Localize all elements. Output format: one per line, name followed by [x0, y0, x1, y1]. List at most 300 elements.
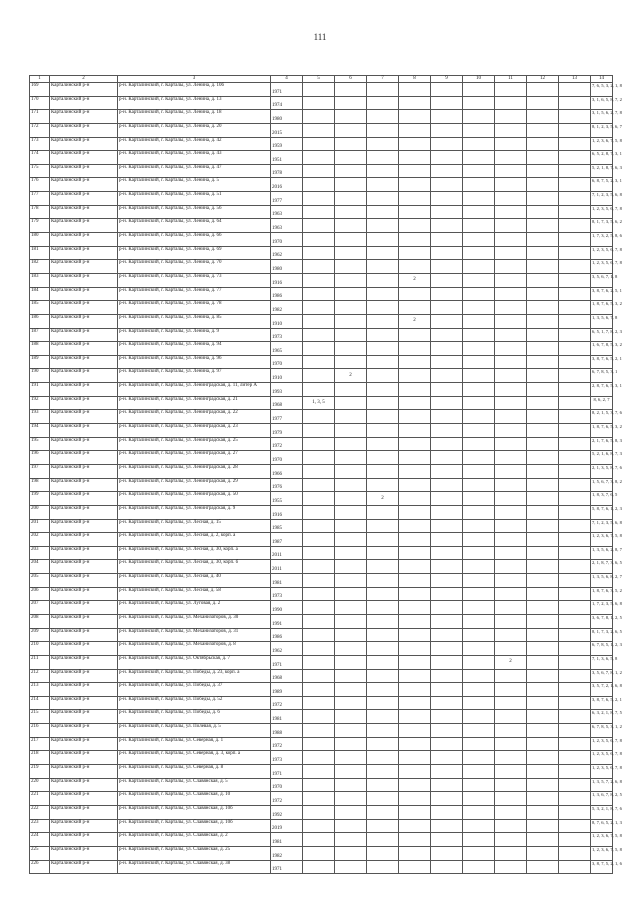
year-cell: 1993: [271, 383, 303, 397]
codes-cell: 5, 3, 2, 1, 8, 7, 6: [591, 805, 613, 819]
year-cell: 1970: [271, 778, 303, 792]
flag-cell-12: [527, 314, 559, 328]
table-row: [30, 273, 613, 287]
flag-cell-8: [399, 151, 431, 165]
flag-cell-7: [367, 96, 399, 110]
codes-cell: 3, 1, 5, 6, 2, 7, 8: [591, 110, 613, 124]
flag-cell-7: [367, 655, 399, 669]
district-cell: Карталинский р-н: [50, 492, 118, 506]
flag-cell-7: [367, 410, 399, 424]
district-cell: Карталинский р-н: [50, 383, 118, 397]
row-number: 195: [30, 437, 50, 451]
flag-cell-12: [527, 205, 559, 219]
flag-cell-8: [399, 778, 431, 792]
flag-cell-5: [303, 669, 335, 683]
codes-cell: 6, 7, 8, 5, 3, 1, 2: [591, 724, 613, 738]
flag-cell-13: [559, 710, 591, 724]
flag-cell-7: [367, 533, 399, 547]
flag-cell-9: [431, 724, 463, 738]
flag-cell-9: [431, 83, 463, 97]
table-row: [30, 669, 613, 683]
flag-cell-6: [335, 355, 367, 369]
flag-cell-9: [431, 642, 463, 656]
flag-cell-13: [559, 396, 591, 410]
flag-cell-10: [463, 164, 495, 178]
flag-cell-13: [559, 301, 591, 315]
flag-cell-13: [559, 451, 591, 465]
flag-cell-5: [303, 328, 335, 342]
row-number: 190: [30, 369, 50, 383]
codes-cell: 3, 5, 6, 7, 8, 1, 2: [591, 669, 613, 683]
flag-cell-11: [495, 819, 527, 833]
year-cell: 1970: [271, 355, 303, 369]
flag-cell-8: [399, 710, 431, 724]
codes-cell: 1, 2, 3, 5, 6, 7, 8: [591, 205, 613, 219]
flag-cell-12: [527, 83, 559, 97]
district-cell: Карталинский р-н: [50, 587, 118, 601]
flag-cell-12: [527, 505, 559, 519]
flag-cell-7: [367, 737, 399, 751]
flag-cell-8: [399, 724, 431, 738]
flag-cell-6: [335, 451, 367, 465]
district-cell: Карталинский р-н: [50, 219, 118, 233]
row-number: 201: [30, 519, 50, 533]
codes-cell: 6, 5, 1, 7, 8, 2, 3: [591, 328, 613, 342]
flag-cell-7: [367, 355, 399, 369]
flag-cell-9: [431, 655, 463, 669]
register-table: [29, 75, 622, 874]
year-cell: 1910: [271, 314, 303, 328]
flag-cell-10: [463, 587, 495, 601]
year-cell: 1966: [271, 464, 303, 478]
flag-cell-10: [463, 778, 495, 792]
codes-cell: 7, 6, 5, 3, 2, 1, 8: [591, 83, 613, 97]
flag-cell-12: [527, 246, 559, 260]
district-cell: Карталинский р-н: [50, 655, 118, 669]
flag-cell-7: [367, 614, 399, 628]
flag-cell-7: [367, 151, 399, 165]
row-number: 202: [30, 533, 50, 547]
flag-cell-13: [559, 137, 591, 151]
codes-cell: 1, 3, 5, 6, 7, 8: [591, 314, 613, 328]
flag-cell-12: [527, 451, 559, 465]
flag-cell-12: [527, 655, 559, 669]
flag-cell-6: [335, 328, 367, 342]
row-number: 226: [30, 860, 50, 874]
flag-cell-9: [431, 546, 463, 560]
row-number: 188: [30, 342, 50, 356]
codes-cell: 1, 3, 5, 6, 8, 2, 7: [591, 574, 613, 588]
year-cell: 1910: [271, 369, 303, 383]
flag-cell-6: [335, 437, 367, 451]
year-cell: 1968: [271, 669, 303, 683]
flag-cell-13: [559, 410, 591, 424]
flag-cell-10: [463, 437, 495, 451]
flag-cell-10: [463, 669, 495, 683]
table-row: [30, 260, 613, 274]
flag-cell-9: [431, 669, 463, 683]
address-cell: р-н. Карталинский, г. Карталы, ул. Ленина, д. 66: [118, 233, 271, 247]
column-header: 12: [527, 76, 559, 83]
year-cell: 1985: [271, 519, 303, 533]
flag-cell-5: [303, 301, 335, 315]
flag-cell-10: [463, 328, 495, 342]
district-cell: Карталинский р-н: [50, 737, 118, 751]
flag-cell-6: [335, 669, 367, 683]
flag-cell-12: [527, 724, 559, 738]
flag-cell-10: [463, 273, 495, 287]
table-row: [30, 846, 613, 860]
district-cell: Карталинский р-н: [50, 205, 118, 219]
flag-cell-6: [335, 164, 367, 178]
row-number: 223: [30, 819, 50, 833]
year-cell: 1980: [271, 260, 303, 274]
address-cell: р-н. Карталинский, г. Карталы, ул. Ленина, д. 94: [118, 342, 271, 356]
column-header: 10: [463, 76, 495, 83]
codes-cell: 8, 1, 7, 3, 2, 6, 5: [591, 628, 613, 642]
flag-cell-8: [399, 178, 431, 192]
flag-cell-12: [527, 846, 559, 860]
flag-cell-12: [527, 342, 559, 356]
flag-cell-12: [527, 396, 559, 410]
table-row: [30, 492, 613, 506]
codes-cell: 6, 3, 2, 1, 8, 7, 5: [591, 710, 613, 724]
flag-cell-11: [495, 273, 527, 287]
flag-cell-8: [399, 765, 431, 779]
year-cell: 1977: [271, 410, 303, 424]
flag-cell-6: [335, 478, 367, 492]
table-row: [30, 123, 613, 137]
table-row: [30, 696, 613, 710]
row-number: 180: [30, 233, 50, 247]
district-cell: Карталинский р-н: [50, 778, 118, 792]
flag-cell-12: [527, 383, 559, 397]
flag-cell-5: [303, 164, 335, 178]
flag-cell-9: [431, 478, 463, 492]
district-cell: Карталинский р-н: [50, 151, 118, 165]
flag-cell-10: [463, 505, 495, 519]
codes-cell: 3, 6, 7, 8, 1, 2, 5: [591, 614, 613, 628]
flag-cell-9: [431, 833, 463, 847]
district-cell: Карталинский р-н: [50, 273, 118, 287]
flag-cell-6: [335, 683, 367, 697]
flag-cell-5: [303, 137, 335, 151]
table-row: [30, 369, 613, 383]
flag-cell-13: [559, 683, 591, 697]
flag-cell-10: [463, 205, 495, 219]
flag-cell-6: [335, 819, 367, 833]
flag-cell-8: [399, 601, 431, 615]
address-cell: р-н. Карталинский, г. Карталы, ул. Лесная, д. 30, корп. б: [118, 560, 271, 574]
codes-cell: 1, 8, 7, 6, 3, 5, 2: [591, 587, 613, 601]
flag-cell-7: [367, 123, 399, 137]
flag-cell-7: [367, 314, 399, 328]
district-cell: Карталинский р-н: [50, 164, 118, 178]
address-cell: р-н. Карталинский, г. Карталы, ул. Ленинградская, д. 28: [118, 464, 271, 478]
row-number: 206: [30, 587, 50, 601]
flag-cell-9: [431, 778, 463, 792]
flag-cell-13: [559, 314, 591, 328]
flag-cell-8: [399, 123, 431, 137]
row-number: 174: [30, 151, 50, 165]
column-header: 3: [118, 76, 271, 83]
year-cell: 1970: [271, 451, 303, 465]
table-row: [30, 287, 613, 301]
codes-cell: 1, 8, 3, 7, 6, 5: [591, 492, 613, 506]
district-cell: Карталинский р-н: [50, 396, 118, 410]
table-row: [30, 233, 613, 247]
address-cell: р-н. Карталинский, г. Карталы, ул. Ленинградская, д. 21: [118, 396, 271, 410]
flag-cell-6: [335, 219, 367, 233]
flag-cell-12: [527, 819, 559, 833]
year-cell: 1990: [271, 601, 303, 615]
flag-cell-10: [463, 683, 495, 697]
row-number: 220: [30, 778, 50, 792]
table-row: [30, 151, 613, 165]
table-row: [30, 478, 613, 492]
flag-cell-10: [463, 860, 495, 874]
address-cell: р-н. Карталинский, г. Карталы, ул. Ленина, д. 42: [118, 137, 271, 151]
flag-cell-10: [463, 614, 495, 628]
flag-cell-12: [527, 233, 559, 247]
district-cell: Карталинский р-н: [50, 355, 118, 369]
flag-cell-12: [527, 369, 559, 383]
flag-cell-13: [559, 574, 591, 588]
flag-cell-11: [495, 301, 527, 315]
flag-cell-13: [559, 560, 591, 574]
flag-cell-11: [495, 464, 527, 478]
table-row: [30, 519, 613, 533]
flag-cell-5: [303, 260, 335, 274]
district-cell: Карталинский р-н: [50, 342, 118, 356]
district-cell: Карталинский р-н: [50, 505, 118, 519]
year-cell: 1916: [271, 505, 303, 519]
flag-cell-13: [559, 505, 591, 519]
flag-cell-13: [559, 151, 591, 165]
flag-cell-9: [431, 383, 463, 397]
flag-cell-8: [399, 246, 431, 260]
flag-cell-9: [431, 137, 463, 151]
row-number: 211: [30, 655, 50, 669]
year-cell: 1982: [271, 301, 303, 315]
flag-cell-8: [399, 546, 431, 560]
address-cell: р-н. Карталинский, г. Карталы, ул. Ленина, д. 97: [118, 369, 271, 383]
flag-cell-5: [303, 314, 335, 328]
flag-cell-9: [431, 492, 463, 506]
year-cell: 1986: [271, 287, 303, 301]
codes-cell: 3, 5, 7, 2, 1, 6, 8: [591, 683, 613, 697]
flag-cell-10: [463, 846, 495, 860]
flag-cell-10: [463, 833, 495, 847]
flag-cell-12: [527, 546, 559, 560]
flag-cell-6: [335, 273, 367, 287]
flag-cell-13: [559, 737, 591, 751]
district-cell: Карталинский р-н: [50, 478, 118, 492]
table-row: [30, 710, 613, 724]
address-cell: р-н. Карталинский, г. Карталы, ул. Ленина, д. 73: [118, 273, 271, 287]
row-number: 219: [30, 765, 50, 779]
flag-cell-10: [463, 601, 495, 615]
column-header: 13: [559, 76, 591, 83]
flag-cell-7: [367, 424, 399, 438]
flag-cell-6: [335, 123, 367, 137]
flag-cell-13: [559, 328, 591, 342]
flag-cell-8: [399, 655, 431, 669]
flag-cell-6: [335, 601, 367, 615]
flag-cell-13: [559, 164, 591, 178]
flag-cell-9: [431, 792, 463, 806]
codes-cell: 6, 7, 8, 5, 3, 1: [591, 369, 613, 383]
address-cell: р-н. Карталинский, г. Карталы, ул. Северная, д. 1: [118, 737, 271, 751]
flag-cell-5: [303, 724, 335, 738]
flag-cell-7: [367, 342, 399, 356]
flag-cell-12: [527, 669, 559, 683]
flag-cell-13: [559, 123, 591, 137]
flag-cell-7: [367, 710, 399, 724]
row-number: 210: [30, 642, 50, 656]
year-cell: 1971: [271, 765, 303, 779]
flag-cell-13: [559, 519, 591, 533]
flag-cell-13: [559, 273, 591, 287]
flag-cell-8: [399, 751, 431, 765]
address-cell: р-н. Карталинский, г. Карталы, ул. Ленина, д. 56: [118, 205, 271, 219]
district-cell: Карталинский р-н: [50, 369, 118, 383]
flag-cell-7: [367, 819, 399, 833]
flag-cell-5: [303, 383, 335, 397]
flag-cell-8: [399, 737, 431, 751]
flag-cell-9: [431, 260, 463, 274]
flag-cell-6: [335, 696, 367, 710]
row-number: 185: [30, 301, 50, 315]
flag-cell-13: [559, 655, 591, 669]
codes-cell: 2, 8, 7, 6, 5, 3, 1: [591, 383, 613, 397]
table-row: [30, 601, 613, 615]
flag-cell-11: [495, 137, 527, 151]
flag-cell-11: [495, 574, 527, 588]
flag-cell-12: [527, 355, 559, 369]
flag-cell-11: [495, 123, 527, 137]
flag-cell-7: [367, 369, 399, 383]
codes-cell: 3, 1, 6, 5, 8, 7, 2: [591, 96, 613, 110]
flag-cell-8: [399, 219, 431, 233]
flag-cell-11: [495, 683, 527, 697]
codes-cell: 2, 1, 8, 7, 3, 6, 5: [591, 560, 613, 574]
flag-cell-9: [431, 560, 463, 574]
year-cell: 1988: [271, 724, 303, 738]
flag-cell-12: [527, 683, 559, 697]
flag-cell-10: [463, 178, 495, 192]
flag-cell-13: [559, 546, 591, 560]
flag-cell-6: [335, 642, 367, 656]
column-header: 7: [367, 76, 399, 83]
flag-cell-13: [559, 642, 591, 656]
flag-cell-12: [527, 614, 559, 628]
flag-cell-9: [431, 273, 463, 287]
flag-cell-9: [431, 96, 463, 110]
flag-cell-6: [335, 724, 367, 738]
year-cell: 1987: [271, 533, 303, 547]
codes-cell: 1, 3, 5, 6, 2, 8, 7: [591, 546, 613, 560]
flag-cell-6: [335, 83, 367, 97]
flag-cell-8: [399, 464, 431, 478]
district-cell: Карталинский р-н: [50, 792, 118, 806]
flag-cell-5: [303, 478, 335, 492]
flag-cell-5: [303, 83, 335, 97]
year-cell: 1978: [271, 164, 303, 178]
flag-cell-8: [399, 533, 431, 547]
address-cell: р-н. Карталинский, г. Карталы, ул. Ленина, д. 43: [118, 151, 271, 165]
flag-cell-5: [303, 655, 335, 669]
flag-cell-12: [527, 410, 559, 424]
flag-cell-10: [463, 464, 495, 478]
table-row: [30, 778, 613, 792]
address-cell: р-н. Карталинский, г. Карталы, ул. Ленинградская, д. 27: [118, 451, 271, 465]
flag-cell-10: [463, 151, 495, 165]
flag-cell-9: [431, 587, 463, 601]
flag-cell-10: [463, 424, 495, 438]
flag-cell-10: [463, 410, 495, 424]
flag-cell-12: [527, 192, 559, 206]
flag-cell-13: [559, 424, 591, 438]
flag-cell-13: [559, 83, 591, 97]
flag-cell-9: [431, 519, 463, 533]
column-header: 4: [271, 76, 303, 83]
flag-cell-5: [303, 205, 335, 219]
flag-cell-11: [495, 451, 527, 465]
year-cell: 1981: [271, 574, 303, 588]
district-cell: Карталинский р-н: [50, 424, 118, 438]
address-cell: р-н. Карталинский, г. Карталы, ул. Ленина, д. 96: [118, 355, 271, 369]
flag-cell-11: [495, 110, 527, 124]
year-cell: 1989: [271, 683, 303, 697]
address-cell: р-н. Карталинский, г. Карталы, ул. Славянская, д. 2: [118, 833, 271, 847]
flag-cell-8: [399, 669, 431, 683]
flag-cell-8: [399, 819, 431, 833]
flag-cell-5: [303, 151, 335, 165]
flag-cell-13: [559, 219, 591, 233]
address-cell: р-н. Карталинский, г. Карталы, ул. Ленина, д. 5: [118, 178, 271, 192]
flag-cell-13: [559, 492, 591, 506]
flag-cell-7: [367, 164, 399, 178]
flag-cell-8: [399, 846, 431, 860]
row-number: 214: [30, 696, 50, 710]
codes-cell: 1, 3, 5, 7, 2, 6, 8: [591, 778, 613, 792]
address-cell: р-н. Карталинский, г. Карталы, ул. Полевая, д. 5: [118, 724, 271, 738]
flag-cell-10: [463, 642, 495, 656]
flag-cell-5: [303, 833, 335, 847]
flag-cell-12: [527, 696, 559, 710]
address-cell: р-н. Карталинский, г. Карталы, ул. Механизаторов, д. 31: [118, 628, 271, 642]
flag-cell-11: [495, 287, 527, 301]
year-cell: 1981: [271, 833, 303, 847]
flag-cell-9: [431, 192, 463, 206]
flag-cell-8: [399, 410, 431, 424]
district-cell: Карталинский р-н: [50, 696, 118, 710]
table-row: [30, 833, 613, 847]
flag-cell-10: [463, 751, 495, 765]
flag-cell-11: [495, 792, 527, 806]
address-cell: р-н. Карталинский, г. Карталы, ул. Ленинградская, д. 29: [118, 478, 271, 492]
flag-cell-9: [431, 601, 463, 615]
codes-cell: 1, 3, 6, 7, 8, 2, 5: [591, 792, 613, 806]
district-cell: Карталинский р-н: [50, 287, 118, 301]
flag-cell-8: [399, 233, 431, 247]
codes-cell: 1, 2, 3, 6, 7, 5, 8: [591, 833, 613, 847]
flag-cell-10: [463, 805, 495, 819]
year-cell: 1962: [271, 246, 303, 260]
flag-cell-10: [463, 342, 495, 356]
flag-cell-12: [527, 778, 559, 792]
